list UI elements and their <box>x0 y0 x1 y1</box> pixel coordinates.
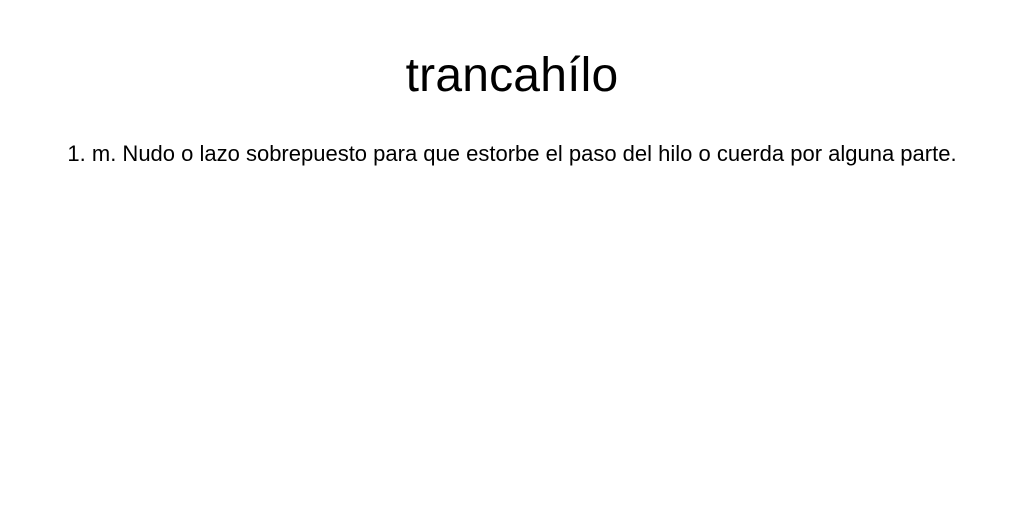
definition-text: 1. m. Nudo o lazo sobrepuesto para que estorbe el paso del hilo o cuerda por alguna parte. <box>67 141 957 166</box>
headword-title: trancahílo <box>405 49 619 102</box>
